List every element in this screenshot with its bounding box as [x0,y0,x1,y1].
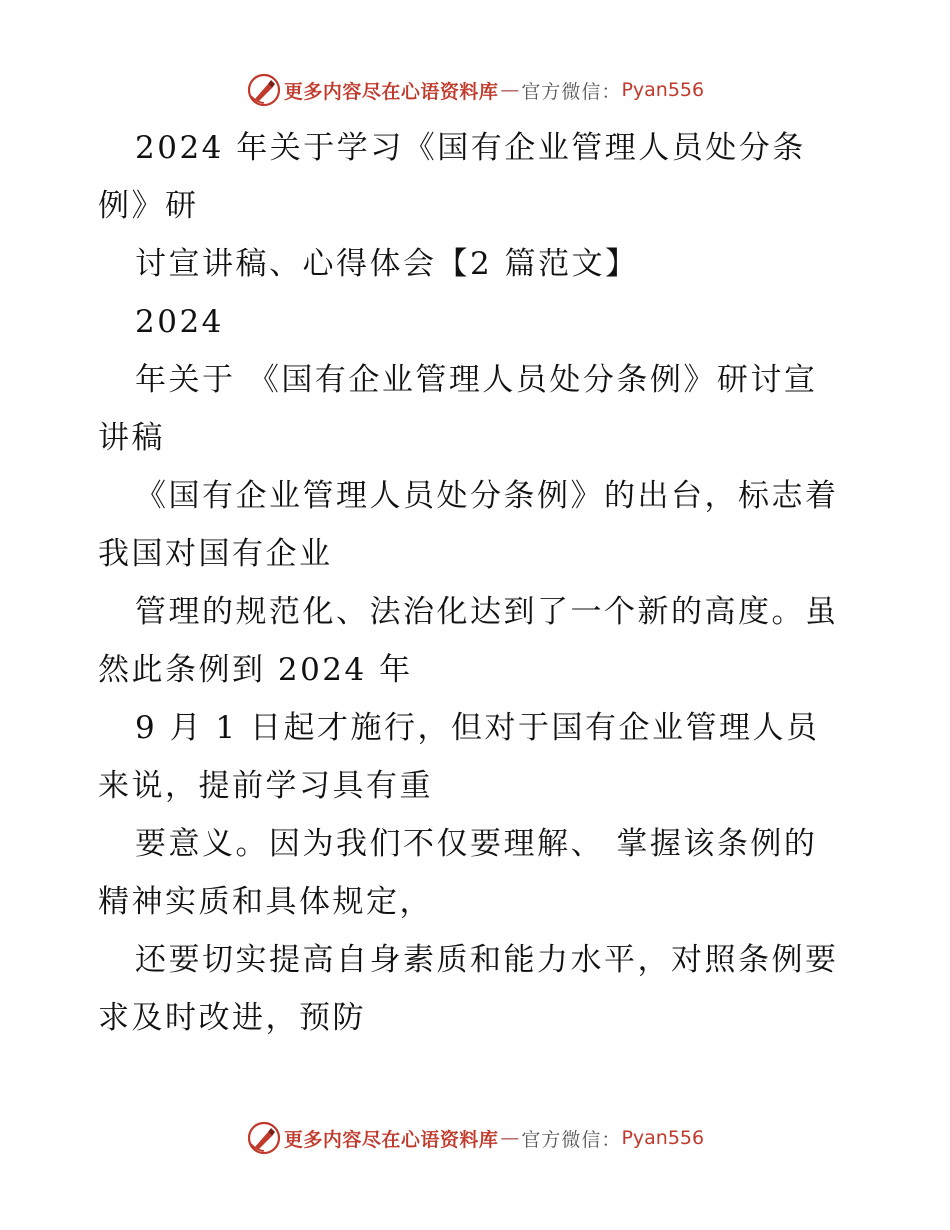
doc-line: 精神实质和具体规定， [98,884,433,920]
doc-line: 来说，提前学习具有重 [98,768,433,804]
pen-logo-icon [246,1120,282,1156]
doc-line: 管理的规范化、法治化达到了一个新的高度。虽 [135,594,839,630]
doc-line: 9 月 1 日起才施行，但对于国有企业管理人员 [135,710,820,746]
doc-line: 要意义。因为我们不仅要理解、 掌握该条例的 [135,826,818,862]
doc-line: 年关于 《国有企业管理人员处分条例》研讨宣 [135,362,818,398]
doc-line: 求及时改进，预防 [98,1000,366,1036]
doc-line: 讲稿 [98,420,165,456]
watermark-contact-id: Pyan556 [621,79,705,101]
doc-line: 2024 [135,304,224,340]
doc-title-line-3: 讨宣讲稿、心得体会【2 篇范文】 [135,246,639,282]
watermark-contact-label: 官方微信： [521,80,622,103]
doc-line: 还要切实提高自身素质和能力水平，对照条例要 [135,942,839,978]
doc-line: 我国对国有企业 [98,536,333,572]
watermark-separator: — [500,1127,520,1149]
doc-title-line-2: 例》研 [98,188,199,224]
doc-line: 《国有企业管理人员处分条例》的出台，标志着 [135,478,839,514]
watermark-brand: 更多内容尽在心语资料库 [283,1128,499,1151]
footer-watermark [0,1118,950,1158]
doc-line: 然此条例到 2024 年 [98,652,413,688]
watermark-contact-label: 官方微信： [521,1128,622,1151]
doc-title-line-1: 2024 年关于学习《国有企业管理人员处分条 [135,130,806,166]
watermark-separator: — [500,79,520,101]
watermark-brand: 更多内容尽在心语资料库 [283,80,499,103]
watermark-contact-id: Pyan556 [621,1127,705,1149]
